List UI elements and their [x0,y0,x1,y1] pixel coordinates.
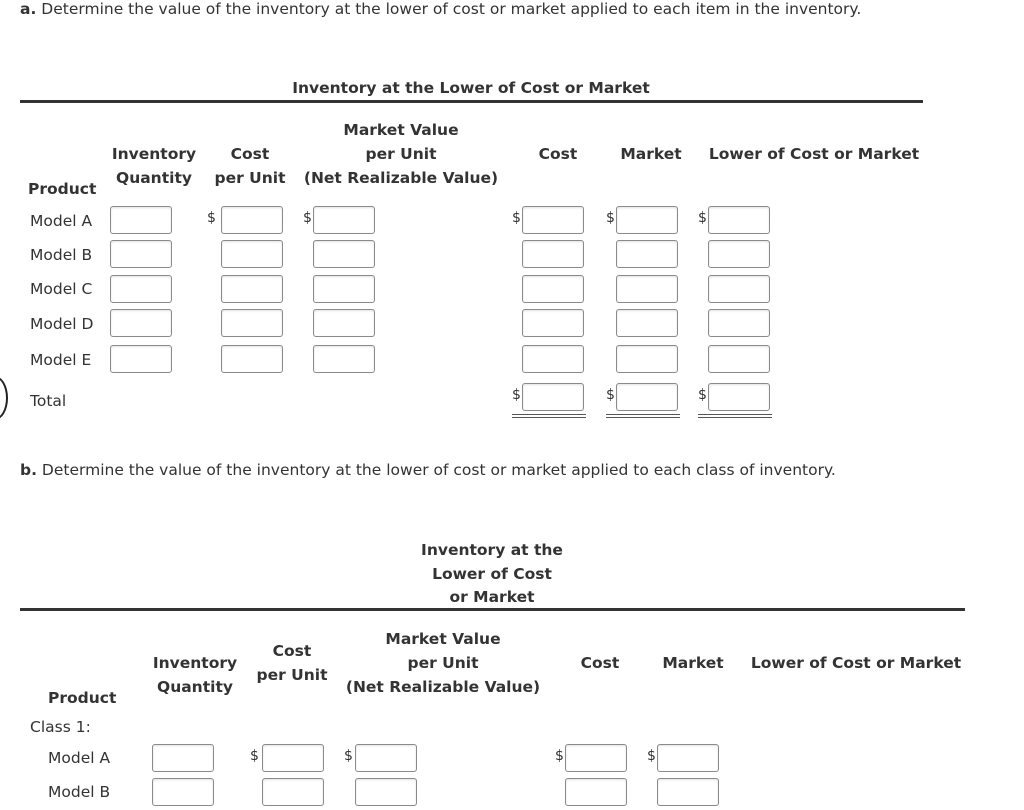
part-b-model-a-market-input[interactable] [657,744,719,772]
part-a-total-market-dollar-sign: $ [606,387,615,403]
edge-artifact [0,376,8,420]
part-a-market-value-dollar-sign: $ [303,210,312,226]
part-b-cost-dollar-sign: $ [555,748,564,764]
part-b-model-b-market-value-input[interactable] [355,778,417,806]
part-a-model-a-quantity-input[interactable] [110,206,172,234]
part-a-row-label-model-d: Model D [30,315,94,333]
part-b-title-rule [20,608,965,611]
part-a-model-e-market-value-input[interactable] [313,345,375,373]
part-b-model-b-quantity-input[interactable] [152,778,214,806]
part-a-total-lcm-input[interactable] [708,383,770,411]
part-a-total-cost-dollar-sign: $ [512,387,521,403]
part-a-model-d-market-input[interactable] [616,309,678,337]
part-b-row-label-model-a: Model A [48,749,111,767]
part-b-label: b. [20,461,37,479]
part-b-table-title: Inventory at the Lower of Cost or Market [421,541,563,606]
part-a-header-market-value: Market Value per Unit (Net Realizable Value) [303,121,499,187]
part-a-model-d-cost-input[interactable] [522,309,584,337]
part-b-model-a-quantity-input[interactable] [152,744,214,772]
part-a-model-d-quantity-input[interactable] [110,309,172,337]
part-a-total-cost-double-underline [512,414,586,415]
part-a-model-c-market-input[interactable] [616,275,678,303]
part-b-header-inventory-quantity: Inventory Quantity [152,654,238,696]
part-a-cost-per-unit-dollar-sign: $ [207,210,216,226]
part-a-total-lcm-double-underline [698,414,772,415]
part-b-header-product: Product [48,689,117,707]
part-a-model-d-cost-per-unit-input[interactable] [221,309,283,337]
part-a-total-market-input[interactable] [616,383,678,411]
part-b-header-market-value: Market Value per Unit (Net Realizable Value) [345,630,541,696]
part-a-model-a-market-input[interactable] [616,206,678,234]
part-a-market-dollar-sign: $ [606,210,615,226]
part-b-model-b-market-input[interactable] [657,778,719,806]
part-b-cost-per-unit-dollar-sign: $ [250,748,259,764]
part-b-model-b-cost-input[interactable] [565,778,627,806]
part-a-total-cost-double-underline-2 [512,417,586,418]
part-a-row-label-model-b: Model B [30,246,93,264]
part-a-lcm-dollar-sign: $ [698,210,707,226]
part-a-total-cost-input[interactable] [522,383,584,411]
part-a-model-d-lcm-input[interactable] [708,309,770,337]
part-a-model-e-cost-input[interactable] [522,345,584,373]
part-a-total-market-double-underline [606,414,680,415]
part-a-title-rule [20,100,923,103]
part-a-model-a-cost-per-unit-input[interactable] [221,206,283,234]
part-a-row-label-model-e: Model E [30,351,92,369]
part-a-total-lcm-double-underline-2 [698,417,772,418]
part-a-model-b-quantity-input[interactable] [110,240,172,268]
part-a-header-lcm: Lower of Cost or Market [708,145,920,163]
part-b-instruction [20,461,836,479]
part-b-row-label-model-b: Model B [48,783,111,801]
part-b-market-value-dollar-sign: $ [344,748,353,764]
part-a-model-b-lcm-input[interactable] [708,240,770,268]
part-a-row-label-total: Total [30,392,67,410]
part-a-row-label-model-c: Model C [30,280,93,298]
part-a-model-c-lcm-input[interactable] [708,275,770,303]
part-a-label: a. [20,0,37,18]
part-b-model-a-cost-input[interactable] [565,744,627,772]
part-a-instruction [20,0,861,18]
part-a-header-inventory-quantity: Inventory Quantity [111,145,197,187]
part-a-cost-dollar-sign: $ [512,210,521,226]
part-b-class-1-label: Class 1: [30,718,91,736]
part-b-market-dollar-sign: $ [647,748,656,764]
part-b-model-a-market-value-input[interactable] [355,744,417,772]
part-a-model-e-cost-per-unit-input[interactable] [221,345,283,373]
part-a-model-e-lcm-input[interactable] [708,345,770,373]
part-a-model-e-quantity-input[interactable] [110,345,172,373]
part-b-header-cost-per-unit: Cost per Unit [256,642,328,684]
part-a-model-c-quantity-input[interactable] [110,275,172,303]
part-a-header-cost: Cost [538,145,578,163]
part-b-header-market: Market [662,654,724,672]
part-a-header-market: Market [620,145,682,163]
part-a-model-d-market-value-input[interactable] [313,309,375,337]
part-a-row-label-model-a: Model A [30,212,93,230]
part-b-instruction-text: Determine the value of the inventory at the lower of cost or market applied to each class of inventory. [41,461,836,479]
part-a-model-b-market-input[interactable] [616,240,678,268]
part-a-header-product: Product [28,180,97,198]
part-b-model-a-cost-per-unit-input[interactable] [262,744,324,772]
part-b-header-lcm: Lower of Cost or Market [750,654,962,672]
part-a-total-lcm-dollar-sign: $ [698,387,707,403]
part-a-model-c-cost-per-unit-input[interactable] [221,275,283,303]
part-a-total-market-double-underline-2 [606,417,680,418]
part-a-model-e-market-input[interactable] [616,345,678,373]
part-b-model-b-cost-per-unit-input[interactable] [262,778,324,806]
part-a-model-a-cost-input[interactable] [522,206,584,234]
part-a-model-c-cost-input[interactable] [522,275,584,303]
part-a-model-b-cost-per-unit-input[interactable] [221,240,283,268]
part-a-model-b-market-value-input[interactable] [313,240,375,268]
part-a-model-c-market-value-input[interactable] [313,275,375,303]
part-a-instruction-text: Determine the value of the inventory at the lower of cost or market applied to each item in the inventory. [41,0,862,18]
part-a-header-cost-per-unit: Cost per Unit [214,145,286,187]
part-a-model-a-lcm-input[interactable] [708,206,770,234]
part-a-table-title: Inventory at the Lower of Cost or Market [292,79,650,97]
part-a-model-b-cost-input[interactable] [522,240,584,268]
part-b-header-cost: Cost [580,654,620,672]
part-a-model-a-market-value-input[interactable] [313,206,375,234]
